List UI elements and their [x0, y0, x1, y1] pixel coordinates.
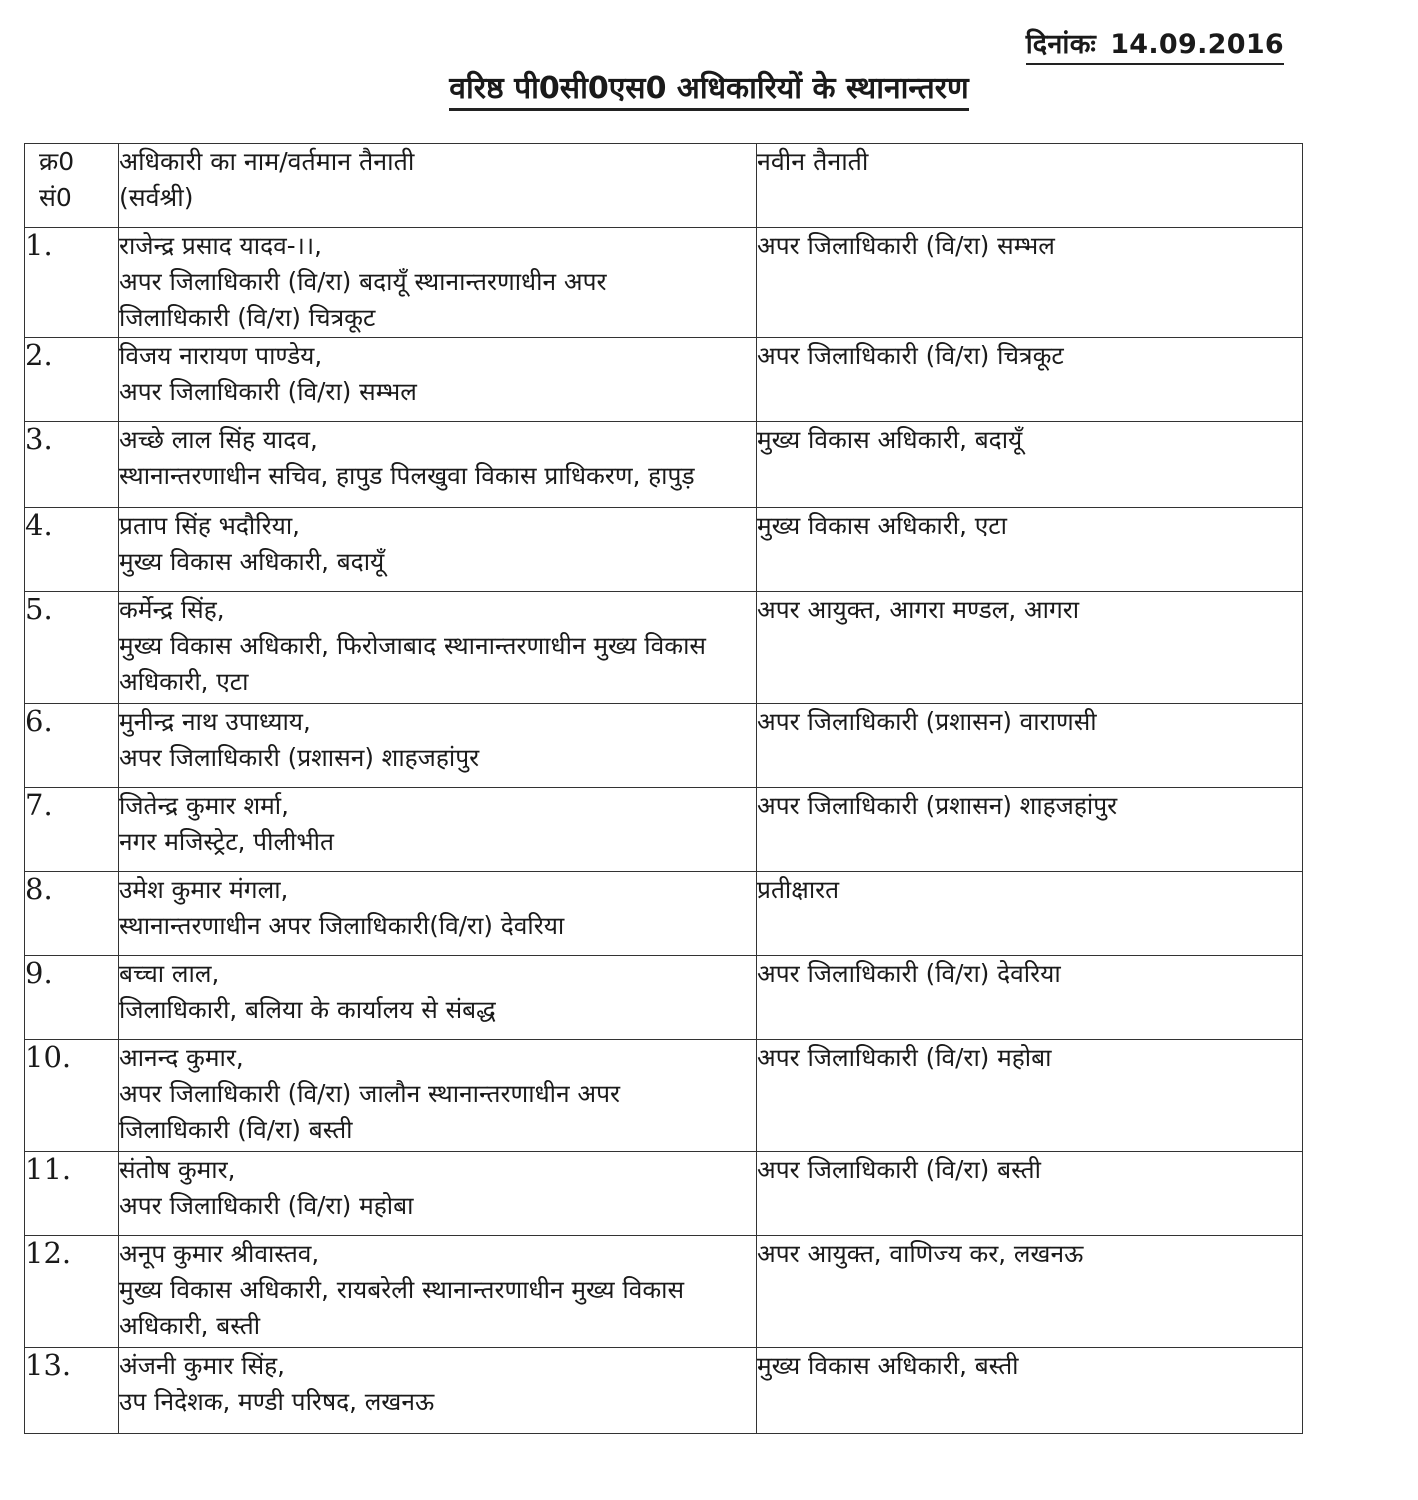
new-posting-cell: अपर जिलाधिकारी (प्रशासन) शाहजहांपुर — [757, 788, 1303, 872]
officer-name-cell — [119, 1348, 757, 1434]
table-row — [25, 956, 1303, 1040]
officer-detail-line: राजेन्द्र प्रसाद यादव-।।, — [119, 231, 322, 260]
officer-detail-line: उप निदेशक, मण्डी परिषद, लखनऊ — [119, 1387, 435, 1416]
new-posting-cell: अपर जिलाधिकारी (वि/रा) देवरिया — [757, 956, 1303, 1040]
serial-number-cell: 12. — [25, 1236, 119, 1348]
officer-name-cell — [119, 1152, 757, 1236]
officer-name-cell — [119, 1236, 757, 1348]
serial-number-cell: 4. — [25, 508, 119, 592]
serial-number-cell: 1. — [25, 228, 119, 338]
officer-detail-line: अपर जिलाधिकारी (वि/रा) बदायूँ स्थानान्तरणाधीन अपर — [119, 267, 607, 296]
officer-detail-line: कर्मेन्द्र सिंह, — [119, 595, 225, 624]
date-value: 14.09.2016 — [1110, 29, 1284, 60]
table-row — [25, 872, 1303, 956]
officer-detail-line: अपर जिलाधिकारी (वि/रा) जालौन स्थानान्तरणाधीन अपर — [119, 1079, 621, 1108]
officer-detail-line: मुख्य विकास अधिकारी, फिरोजाबाद स्थानान्तरणाधीन मुख्य विकास — [119, 631, 706, 660]
officer-detail-line: विजय नारायण पाण्डेय, — [119, 341, 323, 370]
new-posting-header — [757, 144, 1303, 228]
officer-name-cell — [119, 338, 757, 422]
officer-detail-line: अच्छे लाल सिंह यादव, — [119, 425, 318, 454]
officer-detail-line: मुनीन्द्र नाथ उपाध्याय, — [119, 707, 311, 736]
table-row — [25, 1236, 1303, 1348]
new-posting-cell: अपर जिलाधिकारी (वि/रा) चित्रकूट — [757, 338, 1303, 422]
serial-number-cell: 3. — [25, 422, 119, 508]
new-posting-cell: मुख्य विकास अधिकारी, बदायूँ — [757, 422, 1303, 508]
officer-detail-line: जिलाधिकारी (वि/रा) चित्रकूट — [119, 303, 376, 332]
date-label: दिनांकः — [1025, 29, 1097, 60]
officer-detail-line: उमेश कुमार मंगला, — [119, 875, 289, 904]
document-title — [0, 66, 1418, 107]
table-row — [25, 1040, 1303, 1152]
table-row — [25, 592, 1303, 704]
officer-detail-line: जिलाधिकारी, बलिया के कार्यालय से संबद्ध — [119, 995, 496, 1024]
officer-detail-line: प्रताप सिंह भदौरिया, — [119, 511, 300, 540]
name-header-line2: (सर्वश्री) — [119, 183, 194, 212]
officer-name-cell — [119, 788, 757, 872]
officer-detail-line: मुख्य विकास अधिकारी, बदायूँ — [119, 547, 385, 576]
officer-detail-line: अंजनी कुमार सिंह, — [119, 1351, 285, 1380]
officer-detail-line: जिलाधिकारी (वि/रा) बस्ती — [119, 1115, 353, 1144]
officer-detail-line: संतोष कुमार, — [119, 1155, 236, 1184]
serial-number-cell: 10. — [25, 1040, 119, 1152]
officer-name-cell — [119, 422, 757, 508]
officer-name-cell — [119, 704, 757, 788]
table-row — [25, 228, 1303, 338]
new-posting-header-text: नवीन तैनाती — [757, 147, 869, 176]
table-row — [25, 508, 1303, 592]
serial-number-cell: 8. — [25, 872, 119, 956]
officer-name-cell — [119, 228, 757, 338]
table-header-row — [25, 144, 1303, 228]
officer-name-cell — [119, 592, 757, 704]
table-row — [25, 704, 1303, 788]
document-date — [1026, 24, 1284, 65]
officer-detail-line: अधिकारी, बस्ती — [119, 1311, 261, 1340]
officer-detail-line: आनन्द कुमार, — [119, 1043, 244, 1072]
officer-name-cell — [119, 956, 757, 1040]
new-posting-cell: अपर जिलाधिकारी (वि/रा) बस्ती — [757, 1152, 1303, 1236]
new-posting-cell: प्रतीक्षारत — [757, 872, 1303, 956]
table-row — [25, 422, 1303, 508]
new-posting-cell: मुख्य विकास अधिकारी, एटा — [757, 508, 1303, 592]
officer-name-cell — [119, 1040, 757, 1152]
new-posting-cell: अपर आयुक्त, वाणिज्य कर, लखनऊ — [757, 1236, 1303, 1348]
officer-detail-line: अनूप कुमार श्रीवास्तव, — [119, 1239, 320, 1268]
title-text: वरिष्ठ पी0सी0एस0 अधिकारियों के स्थानान्तरण — [449, 71, 968, 111]
serial-number-cell: 6. — [25, 704, 119, 788]
serial-number-cell: 9. — [25, 956, 119, 1040]
officer-detail-line: अधिकारी, एटा — [119, 667, 249, 696]
officer-detail-line: नगर मजिस्ट्रेट, पीलीभीत — [119, 827, 334, 856]
name-header-line1: अधिकारी का नाम/वर्तमान तैनाती — [119, 147, 415, 176]
serial-number-cell: 7. — [25, 788, 119, 872]
transfer-table — [24, 143, 1303, 1434]
new-posting-cell: मुख्य विकास अधिकारी, बस्ती — [757, 1348, 1303, 1434]
serial-number-cell: 5. — [25, 592, 119, 704]
table-row — [25, 338, 1303, 422]
new-posting-cell: अपर जिलाधिकारी (वि/रा) महोबा — [757, 1040, 1303, 1152]
new-posting-cell: अपर जिलाधिकारी (प्रशासन) वाराणसी — [757, 704, 1303, 788]
table-row — [25, 1348, 1303, 1434]
officer-detail-line: अपर जिलाधिकारी (प्रशासन) शाहजहांपुर — [119, 743, 480, 772]
table-row — [25, 1152, 1303, 1236]
new-posting-cell: अपर आयुक्त, आगरा मण्डल, आगरा — [757, 592, 1303, 704]
officer-detail-line: स्थानान्तरणाधीन सचिव, हापुड पिलखुवा विकास प्राधिकरण, हापुड़ — [119, 461, 695, 490]
serial-number-cell: 13. — [25, 1348, 119, 1434]
serial-header-line1: क्र0 — [39, 147, 75, 176]
officer-detail-line: मुख्य विकास अधिकारी, रायबरेली स्थानान्तरणाधीन मुख्य विकास — [119, 1275, 685, 1304]
officer-name-cell — [119, 872, 757, 956]
serial-number-cell: 2. — [25, 338, 119, 422]
serial-number-header — [25, 144, 119, 228]
officer-detail-line: जितेन्द्र कुमार शर्मा, — [119, 791, 289, 820]
serial-number-cell: 11. — [25, 1152, 119, 1236]
officer-detail-line: स्थानान्तरणाधीन अपर जिलाधिकारी(वि/रा) देवरिया — [119, 911, 565, 940]
table-row — [25, 788, 1303, 872]
new-posting-cell: अपर जिलाधिकारी (वि/रा) सम्भल — [757, 228, 1303, 338]
officer-detail-line: अपर जिलाधिकारी (वि/रा) महोबा — [119, 1191, 414, 1220]
serial-header-line2: सं0 — [39, 183, 72, 212]
officer-name-cell — [119, 508, 757, 592]
officer-detail-line: बच्चा लाल, — [119, 959, 220, 988]
officer-name-header — [119, 144, 757, 228]
officer-detail-line: अपर जिलाधिकारी (वि/रा) सम्भल — [119, 377, 417, 406]
